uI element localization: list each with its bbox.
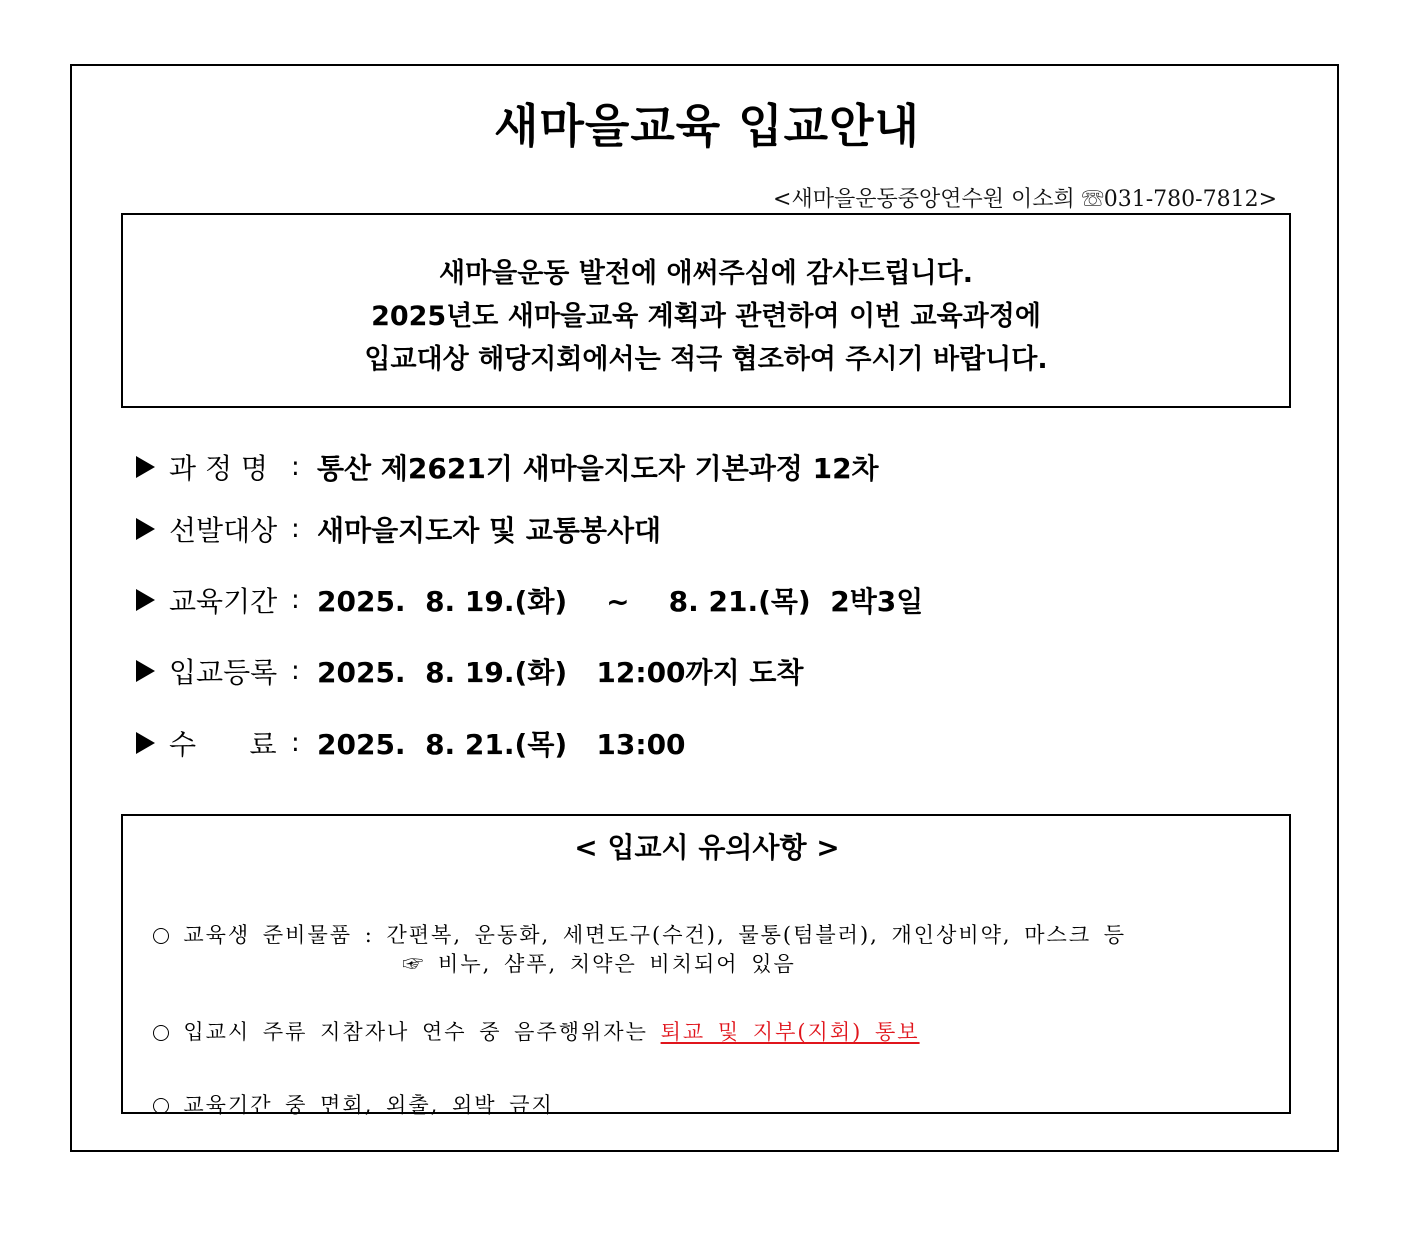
notice-title: < 입교시 유의사항 > (574, 831, 840, 864)
info-label: 과 정 명 (169, 452, 268, 485)
info-colon: : (291, 728, 300, 758)
info-value: 통산 제2621기 새마을지도자 기본과정 12차 (317, 452, 879, 485)
greeting-line-1: 새마을운동 발전에 애써주심에 감사드립니다. (438, 258, 973, 289)
info-value: 2025. 8. 19.(화) 12:00까지 도착 (317, 656, 804, 689)
triangle-bullet-icon (136, 456, 155, 478)
greeting-line-3: 입교대상 해당지회에서는 적극 협조하여 주시기 바랍니다. (364, 344, 1048, 375)
notice-text: 교육기간 중 면회, 외출, 외박 금지 (183, 1093, 554, 1117)
notice-text: 입교시 주류 지참자나 연수 중 음주행위자는 (183, 1020, 648, 1044)
contact-info: <새마을운동중앙연수원 이소희 ☏031-780-7812> (773, 187, 1277, 212)
notice-subtext: ☞ 비누, 샴푸, 치약은 비치되어 있음 (402, 952, 796, 976)
triangle-bullet-icon (136, 589, 155, 611)
page-title: 새마을교육 입교안내 (494, 99, 920, 153)
notice-warning: 퇴교 및 지부(지회) 통보 (660, 1020, 920, 1044)
info-label: 입교등록 (169, 656, 278, 689)
info-value: 2025. 8. 19.(화) ~ 8. 21.(목) 2박3일 (317, 585, 924, 618)
info-row-course (132, 447, 879, 487)
notice-text: 교육생 준비물품 : 간편복, 운동화, 세면도구(수건), 물통(텀블러), 개인상비약, 마스크 등 (183, 923, 1127, 947)
notice-item-supplies-note (377, 924, 796, 978)
info-label: 교육기간 (169, 585, 278, 618)
info-value: 새마을지도자 및 교통봉사대 (317, 514, 662, 547)
triangle-bullet-icon (136, 732, 155, 754)
greeting-box (121, 213, 1291, 408)
triangle-bullet-icon (136, 518, 155, 540)
info-row-period (132, 580, 923, 620)
info-label: 수 료 (169, 728, 277, 761)
notice-item-alcohol (128, 992, 920, 1046)
info-colon: : (291, 452, 300, 482)
info-colon: : (291, 514, 300, 544)
notice-item-visits (128, 1065, 554, 1119)
circle-bullet-icon (153, 1098, 169, 1114)
info-row-registration (132, 651, 804, 691)
circle-bullet-icon (153, 928, 169, 944)
info-row-completion (132, 723, 686, 763)
greeting-line-2: 2025년도 새마을교육 계획과 관련하여 이번 교육과정에 (371, 301, 1041, 332)
triangle-bullet-icon (136, 660, 155, 682)
info-colon: : (291, 656, 300, 686)
circle-bullet-icon (153, 1025, 169, 1041)
info-row-target (132, 509, 661, 549)
info-colon: : (291, 585, 300, 615)
info-value: 2025. 8. 21.(목) 13:00 (317, 728, 686, 761)
info-label: 선발대상 (169, 514, 278, 547)
